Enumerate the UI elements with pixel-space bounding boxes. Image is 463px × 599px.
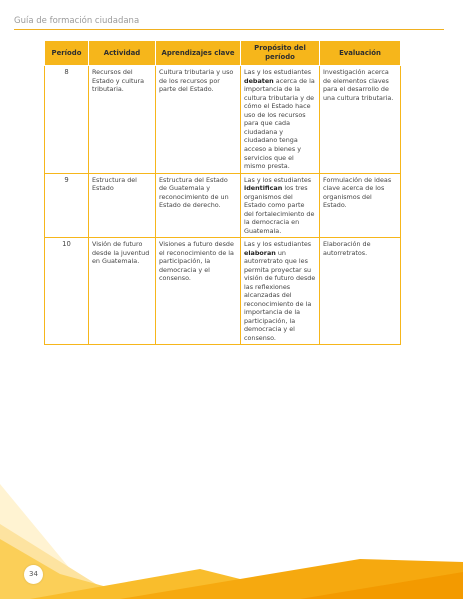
proposito-rest: acerca de la importancia de la cultura tributaria y de cómo el Estado hace uso de los recursos para que cada ciudadana y ciudadano tenga acceso a bienes y servicios que el mismo presta. [244, 76, 315, 171]
cell-aprendizajes: Visiones a futuro desde el reconocimiento de la participación, la democracia y el consenso. [156, 238, 241, 345]
title-rule [14, 29, 444, 30]
planning-table [44, 40, 401, 345]
table-row [45, 66, 401, 173]
cell-evaluacion: Elaboración de autorretratos. [320, 238, 401, 345]
header-periodo: Período [45, 41, 89, 66]
cell-actividad: Recursos del Estado y cultura tributaria. [89, 66, 156, 173]
header-evaluacion: Evaluación [320, 41, 401, 66]
cell-actividad: Visión de futuro desde la juventud en Guatemala. [89, 238, 156, 345]
cell-proposito [241, 66, 320, 173]
running-title: Guía de formación ciudadana [14, 16, 140, 26]
cell-actividad: Estructura del Estado [89, 173, 156, 238]
decorative-footer-shapes [0, 464, 463, 599]
cell-periodo: 8 [45, 66, 89, 173]
cell-periodo: 9 [45, 173, 89, 238]
table-header-row [45, 41, 401, 66]
proposito-intro: Las y los estudiantes [244, 68, 312, 77]
cell-proposito [241, 173, 320, 238]
proposito-rest: los tres organismos del Estado como parte del fortalecimiento de la democracia en Guatemala. [244, 184, 315, 235]
proposito-rest: un autorretrato que les permita proyectar su visión de futuro desde las reflexiones alcanzadas del reconocimiento de la importancia de la participación, la democracia y el consenso. [244, 248, 316, 342]
table-row [45, 238, 401, 345]
header-proposito: Propósito del período [241, 41, 320, 66]
proposito-verb: debaten [244, 76, 274, 85]
header-actividad: Actividad [89, 41, 156, 66]
cell-evaluacion: Investigación acerca de elementos claves para el desarrollo de una cultura tributaria. [320, 66, 401, 173]
page-number: 34 [29, 570, 38, 578]
cell-aprendizajes: Estructura del Estado de Guatemala y reconocimiento de un Estado de derecho. [156, 173, 241, 238]
proposito-verb: identifican [244, 184, 283, 193]
proposito-intro: Las y los estudiantes [244, 175, 312, 184]
cell-aprendizajes: Cultura tributaria y uso de los recursos por parte del Estado. [156, 66, 241, 173]
cell-evaluacion: Formulación de ideas clave acerca de los organismos del Estado. [320, 173, 401, 238]
header-aprendizajes: Aprendizajes clave [156, 41, 241, 66]
proposito-intro: Las y los estudiantes [244, 240, 312, 249]
cell-proposito [241, 238, 320, 345]
proposito-verb: elaboran [244, 248, 276, 257]
cell-periodo: 10 [45, 238, 89, 345]
table-row [45, 173, 401, 238]
